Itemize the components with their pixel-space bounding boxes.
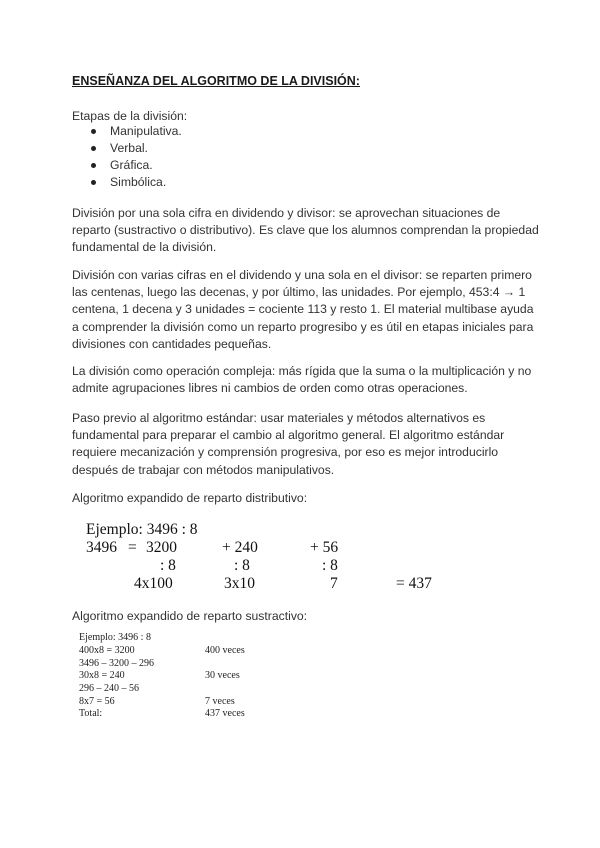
distributive-quotient-a: 4x100 [134, 575, 173, 592]
subtractive-row-left: 8x7 = 56 [79, 696, 115, 707]
distributive-divisor-a: : 8 [160, 557, 176, 574]
subtractive-row-left: 400x8 = 3200 [79, 645, 135, 656]
distributive-label: Algoritmo expandido de reparto distributivo: [72, 491, 308, 505]
subtractive-row-right: 400 veces [205, 645, 245, 656]
subtractive-row-left: Total: [79, 708, 103, 719]
distributive-part-b: + 240 [222, 539, 258, 556]
stage-item: Gráfica. [88, 157, 182, 174]
subtractive-row-left: 30x8 = 240 [79, 670, 125, 681]
distributive-dividend: 3496 [86, 539, 117, 556]
subtractive-row-right: 30 veces [205, 670, 240, 681]
subtractive-label: Algoritmo expandido de reparto sustractivo: [72, 609, 308, 623]
distributive-result: = 437 [396, 575, 432, 592]
distributive-part-a: 3200 [146, 539, 177, 556]
subtractive-row-right: 7 veces [205, 696, 235, 707]
paragraph-multi-digit: División con varias cifras en el dividendo y una sola en el divisor: se reparten primero las centenas, luego las decenas, y por último, las unidades. Por ejemplo, 453:4 → 1 centena, 1 decena y 3 unidades = cociente 113 y resto 1. El material multibase ayuda a comprender la división como un reparto progresibo y es útil en etapas iniciales para divisiones con cantidades pequeñas. [72, 268, 534, 351]
stage-item: Verbal. [88, 140, 182, 157]
distributive-example-title: Ejemplo: 3496 : 8 [86, 521, 198, 538]
subtractive-row-left: 296 – 240 – 56 [79, 683, 139, 694]
distributive-divisor-b: : 8 [234, 557, 250, 574]
distributive-equals: = [128, 539, 137, 556]
distributive-part-c: + 56 [310, 539, 339, 556]
subtractive-row-left: 3496 – 3200 – 296 [79, 658, 154, 669]
stage-item: Simbólica. [88, 174, 182, 191]
subtractive-example-title: Ejemplo: 3496 : 8 [79, 632, 151, 643]
distributive-quotient-b: 3x10 [224, 575, 255, 592]
stages-list [88, 123, 182, 191]
distributive-quotient-c: 7 [330, 575, 338, 592]
paragraph-previous-step: Paso previo al algoritmo estándar: usar materiales y métodos alternativos es fundamental para preparar el cambio al algoritmo general. El algoritmo estándar requiere mecanización y comprensión progresiva, por eso es mejor introducirlo después de trabajar con métodos manipulativos. [72, 411, 505, 477]
document-title: ENSEÑANZA DEL ALGORITMO DE LA DIVISIÓN: [72, 74, 360, 88]
subtractive-row-right: 437 veces [205, 708, 245, 719]
paragraph-single-digit: División por una sola cifra en dividendo y divisor: se aprovechan situaciones de reparto (sustractivo o distributivo). Es clave que los alumnos comprendan la propiedad fundamental de la división. [72, 206, 539, 255]
stages-heading: Etapas de la división: [72, 109, 188, 123]
distributive-algorithm-example [86, 521, 446, 593]
paragraph-complex-operation: La división como operación compleja: más rígida que la suma o la multiplicación y no admite agrupaciones libres ni cambios de orden como otras operaciones. [72, 364, 532, 396]
stage-item: Manipulativa. [88, 123, 182, 140]
subtractive-algorithm-example [79, 632, 319, 722]
distributive-divisor-c: : 8 [322, 557, 338, 574]
